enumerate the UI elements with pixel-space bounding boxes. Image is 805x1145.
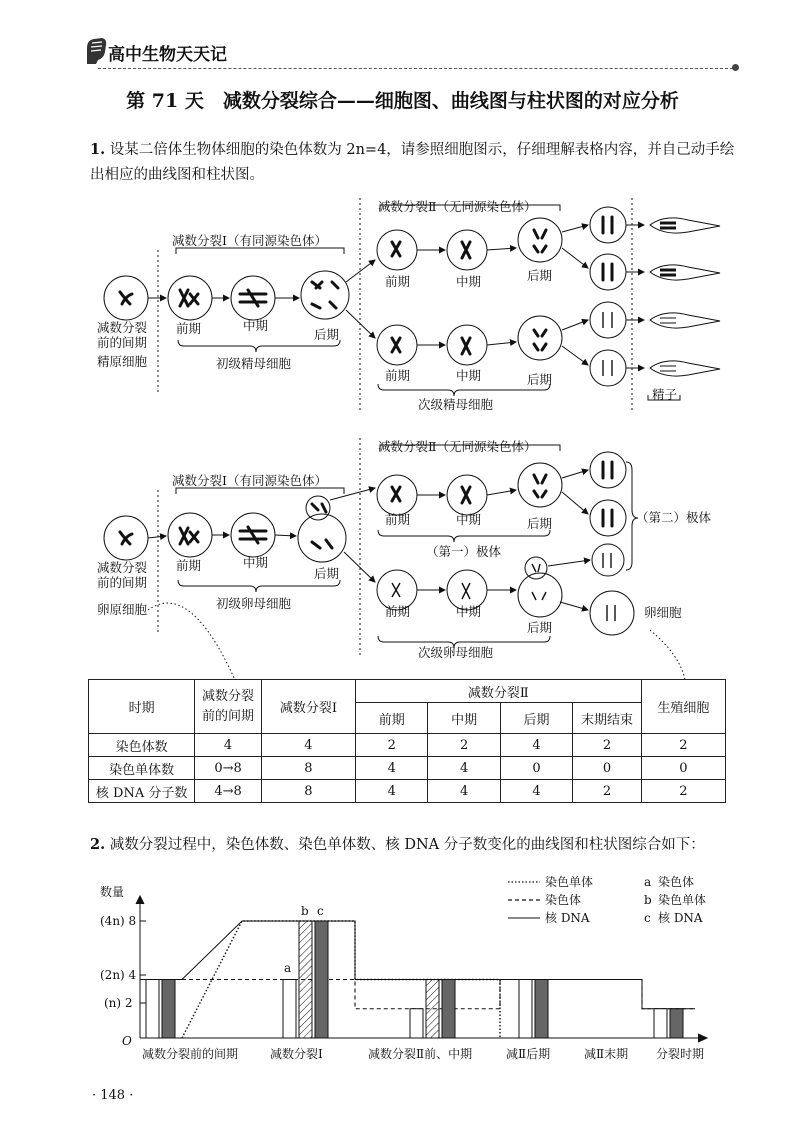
egg-cell-label: 卵细胞 xyxy=(644,605,682,620)
dna-line xyxy=(140,921,695,1009)
male-m2a-metaphase: 中期 xyxy=(456,274,482,289)
question-2 xyxy=(90,832,740,858)
y-tick-label: (n) 2 xyxy=(104,996,133,1010)
bar-legend-label: 染色单体 xyxy=(658,893,707,907)
y-axis-label: 数量 xyxy=(100,885,125,899)
female-m2b-prophase: 前期 xyxy=(385,604,411,619)
th-gamete: 生殖细胞 xyxy=(641,680,725,734)
female-m2a-anaphase: 后期 xyxy=(527,516,553,531)
male-m2b-prophase: 前期 xyxy=(385,368,411,383)
male-m1-prophase: 前期 xyxy=(176,321,202,336)
bar-c xyxy=(670,1009,683,1038)
bar-c xyxy=(442,980,455,1039)
th-period: 时期 xyxy=(89,680,195,734)
th-interphase: 减数分裂 前的间期 xyxy=(195,680,262,734)
bar-c xyxy=(315,921,328,1038)
x-category-label: 减Ⅱ末期 xyxy=(584,1047,629,1061)
oogonium-label: 卵原细胞 xyxy=(97,602,148,617)
female-interphase-label-2: 前的间期 xyxy=(97,575,148,590)
th-m2-telophase: 末期结束 xyxy=(573,703,641,734)
female-m1-prophase: 前期 xyxy=(176,558,202,573)
x-category-label: 减Ⅱ后期 xyxy=(506,1047,551,1061)
bar-a xyxy=(410,1009,423,1038)
th-m2-metaphase: 中期 xyxy=(428,703,500,734)
secondary-spermatocyte-label: 次级精母细胞 xyxy=(418,397,494,412)
secondary-oocyte-label: 次级卵母细胞 xyxy=(418,645,494,660)
bar-a xyxy=(519,980,532,1039)
bar-a xyxy=(283,980,296,1039)
male-meiosis2-label: 减数分裂Ⅱ（无同源染色体） xyxy=(378,199,537,214)
bar-a xyxy=(146,980,159,1039)
th-m2-prophase: 前期 xyxy=(356,703,428,734)
bar-legend-key: a xyxy=(644,875,652,889)
chromosome-count-table xyxy=(88,679,726,803)
bar-legend-key: b xyxy=(644,893,652,907)
chromosome-line xyxy=(140,980,695,1009)
page-title: 第 71 天 减数分裂综合——细胞图、曲线图与柱状图的对应分析 xyxy=(126,90,679,112)
female-m2b-metaphase: 中期 xyxy=(456,604,482,619)
bar-label-b: b xyxy=(301,904,309,918)
x-category-label: 减数分裂前的间期 xyxy=(142,1047,239,1061)
header-dot xyxy=(732,64,739,71)
header-title: 高中生物天天记 xyxy=(108,45,227,65)
female-m2b-anaphase: 后期 xyxy=(527,620,553,635)
fist-logo-icon xyxy=(84,34,108,66)
female-meiosis1-label: 减数分裂Ⅰ（有同源染色体） xyxy=(172,473,327,488)
bar-label-a: a xyxy=(284,961,292,975)
table-row: 染色单体数 0→8 8 4 4 0 0 0 xyxy=(89,757,726,780)
bar-a xyxy=(654,1009,667,1038)
question-1-number: 1. xyxy=(90,141,106,158)
male-m2b-metaphase: 中期 xyxy=(456,368,482,383)
legend-chromosome: 染色体 xyxy=(545,893,582,907)
bar-c xyxy=(535,980,548,1039)
question-1-text: 设某二倍体生物体细胞的染色体数为 2n=4，请参照细胞图示，仔细理解表格内容，并自己动手绘出相应的曲线图和柱状图。 xyxy=(90,142,735,183)
question-2-text: 减数分裂过程中，染色体数、染色单体数、核 DNA 分子数变化的曲线图和柱状图综合如下： xyxy=(109,837,705,853)
y-axis-arrow-icon xyxy=(136,896,144,904)
header-divider xyxy=(98,68,738,69)
meiosis-count-chart xyxy=(0,860,805,1070)
male-m2a-prophase: 前期 xyxy=(385,274,411,289)
x-axis-arrow-icon xyxy=(698,1034,707,1042)
bar-legend-label: 核 DNA xyxy=(658,911,703,925)
female-meiosis2-label: 减数分裂Ⅱ（无同源染色体） xyxy=(378,439,537,454)
first-polar-body-label: （第一）极体 xyxy=(426,544,502,559)
male-m1-anaphase: 后期 xyxy=(314,327,340,342)
bar-label-c: c xyxy=(317,904,324,918)
spermatogonium-label: 精原细胞 xyxy=(97,354,148,369)
origin-label: O xyxy=(122,1034,132,1048)
bar-legend-label: 染色体 xyxy=(658,875,695,889)
x-category-label: 减数分裂Ⅰ xyxy=(270,1047,323,1061)
second-polar-body-label: （第二）极体 xyxy=(636,510,712,525)
primary-spermatocyte-label: 初级精母细胞 xyxy=(216,356,292,371)
primary-oocyte-label: 初级卵母细胞 xyxy=(216,596,292,611)
bar-c xyxy=(162,980,175,1039)
female-m2a-prophase: 前期 xyxy=(385,512,411,527)
spermatogenesis-diagram xyxy=(0,190,805,420)
x-category-label: 分裂时期 xyxy=(656,1047,705,1061)
page-number: · 148 · xyxy=(92,1088,134,1103)
male-meiosis1-label: 减数分裂Ⅰ（有同源染色体） xyxy=(172,233,327,248)
bar-b xyxy=(426,980,439,1039)
male-m2b-anaphase: 后期 xyxy=(527,372,553,387)
female-m2a-metaphase: 中期 xyxy=(456,512,482,527)
bar-legend-key: c xyxy=(644,911,651,925)
th-meiosis2: 减数分裂Ⅱ xyxy=(356,680,642,703)
th-m2-anaphase: 后期 xyxy=(500,703,572,734)
question-2-number: 2. xyxy=(90,836,106,853)
chart-legend xyxy=(508,874,706,925)
bar-b xyxy=(299,921,312,1038)
legend-dna: 核 DNA xyxy=(545,911,590,925)
female-interphase-label-1: 减数分裂 xyxy=(97,560,148,575)
table-row: 染色体数 4 4 2 2 4 2 2 xyxy=(89,734,726,757)
male-m2a-anaphase: 后期 xyxy=(527,268,553,283)
oogenesis-diagram xyxy=(0,430,805,680)
legend-chromatid: 染色单体 xyxy=(545,875,594,889)
y-tick-label: (2n) 4 xyxy=(100,968,137,982)
question-1 xyxy=(90,137,740,188)
male-interphase-label-2: 前的间期 xyxy=(97,335,148,350)
female-m1-anaphase: 后期 xyxy=(314,566,340,581)
male-interphase-label-1: 减数分裂 xyxy=(97,320,148,335)
male-m1-metaphase: 中期 xyxy=(243,318,269,333)
sperm-label: 精子 xyxy=(652,387,678,402)
table-row: 核 DNA 分子数 4→8 8 4 4 4 2 2 xyxy=(89,780,726,803)
x-category-label: 减数分裂Ⅱ前、中期 xyxy=(368,1047,473,1061)
y-tick-label: (4n) 8 xyxy=(100,914,137,928)
female-m1-metaphase: 中期 xyxy=(243,555,269,570)
th-meiosis1: 减数分裂Ⅰ xyxy=(261,680,355,734)
